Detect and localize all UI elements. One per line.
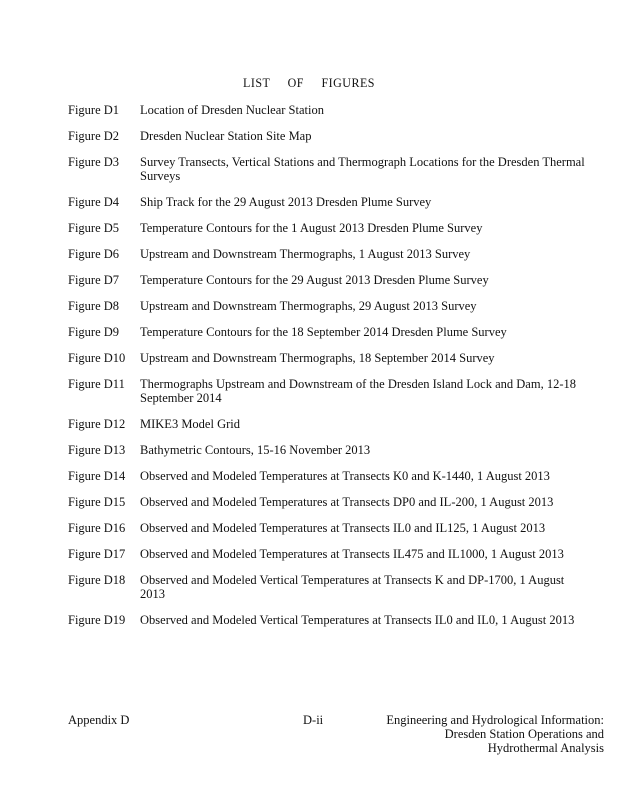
figure-list <box>68 103 588 639</box>
list-item <box>68 417 588 431</box>
figure-number: Figure D8 <box>68 299 120 313</box>
figure-title: Temperature Contours for the 18 September 2014 Dresden Plume Survey <box>140 325 507 339</box>
figure-title: Observed and Modeled Temperatures at Transects IL0 and IL125, 1 August 2013 <box>140 521 546 535</box>
figure-title: Location of Dresden Nuclear Station <box>140 103 324 117</box>
figure-number: Figure D7 <box>68 273 120 287</box>
figure-title: Temperature Contours for the 29 August 2013 Dresden Plume Survey <box>140 273 489 287</box>
list-item <box>68 221 588 235</box>
report-title-line: Dresden Station Operations and <box>444 727 604 741</box>
list-item <box>68 155 588 183</box>
list-item <box>68 195 588 209</box>
figure-title: Thermographs Upstream and Downstream of the Dresden Island Lock and Dam, 12-18 September 2014 <box>140 377 576 405</box>
figure-title: Observed and Modeled Temperatures at Transects DP0 and IL-200, 1 August 2013 <box>140 495 554 509</box>
figure-number: Figure D3 <box>68 155 120 169</box>
figure-title: Upstream and Downstream Thermographs, 1 August 2013 Survey <box>140 247 471 261</box>
figure-number: Figure D2 <box>68 129 120 143</box>
list-item <box>68 129 588 143</box>
figure-number: Figure D1 <box>68 103 120 117</box>
figure-title: Dresden Nuclear Station Site Map <box>140 129 312 143</box>
list-item <box>68 573 588 601</box>
list-item <box>68 351 588 365</box>
list-item <box>68 547 588 561</box>
figure-title: Bathymetric Contours, 15-16 November 2013 <box>140 443 371 457</box>
list-item <box>68 521 588 535</box>
figure-title: MIKE3 Model Grid <box>140 417 240 431</box>
figure-title: Upstream and Downstream Thermographs, 18 September 2014 Survey <box>140 351 495 365</box>
report-title-line: Engineering and Hydrological Information: <box>386 713 604 727</box>
figure-number: Figure D11 <box>68 377 125 391</box>
list-item <box>68 103 588 117</box>
figure-title: Observed and Modeled Temperatures at Transects IL475 and IL1000, 1 August 2013 <box>140 547 564 561</box>
list-item <box>68 443 588 457</box>
figure-number: Figure D5 <box>68 221 120 235</box>
figure-number: Figure D4 <box>68 195 120 209</box>
page-number: D-ii <box>303 713 324 727</box>
report-title <box>344 713 604 755</box>
list-item <box>68 325 588 339</box>
list-item <box>68 273 588 287</box>
figure-number: Figure D14 <box>68 469 126 483</box>
figure-title: Temperature Contours for the 1 August 2013 Dresden Plume Survey <box>140 221 483 235</box>
list-item <box>68 299 588 313</box>
figure-number: Figure D13 <box>68 443 126 457</box>
list-item <box>68 613 588 627</box>
page-title: LIST OF FIGURES <box>243 75 375 91</box>
list-item <box>68 469 588 483</box>
figure-number: Figure D6 <box>68 247 120 261</box>
figure-title: Upstream and Downstream Thermographs, 29 August 2013 Survey <box>140 299 477 313</box>
figure-title: Observed and Modeled Temperatures at Transects K0 and K-1440, 1 August 2013 <box>140 469 550 483</box>
figure-number: Figure D18 <box>68 573 126 587</box>
list-item <box>68 377 588 405</box>
list-item <box>68 247 588 261</box>
appendix-label: Appendix D <box>68 713 130 727</box>
figure-title: Survey Transects, Vertical Stations and Thermograph Locations for the Dresden Thermal Surveys <box>140 155 585 183</box>
figure-number: Figure D16 <box>68 521 126 535</box>
figure-number: Figure D19 <box>68 613 126 627</box>
figure-number: Figure D17 <box>68 547 126 561</box>
figure-number: Figure D12 <box>68 417 126 431</box>
report-title-line: Hydrothermal Analysis <box>487 741 604 755</box>
figure-title: Observed and Modeled Vertical Temperatures at Transects IL0 and IL0, 1 August 2013 <box>140 613 575 627</box>
list-item <box>68 495 588 509</box>
figure-title: Ship Track for the 29 August 2013 Dresden Plume Survey <box>140 195 432 209</box>
figure-number: Figure D10 <box>68 351 126 365</box>
figure-number: Figure D9 <box>68 325 120 339</box>
figure-title: Observed and Modeled Vertical Temperatures at Transects K and DP-1700, 1 August 2013 <box>140 573 565 601</box>
page-footer <box>68 713 604 773</box>
figure-number: Figure D15 <box>68 495 126 509</box>
